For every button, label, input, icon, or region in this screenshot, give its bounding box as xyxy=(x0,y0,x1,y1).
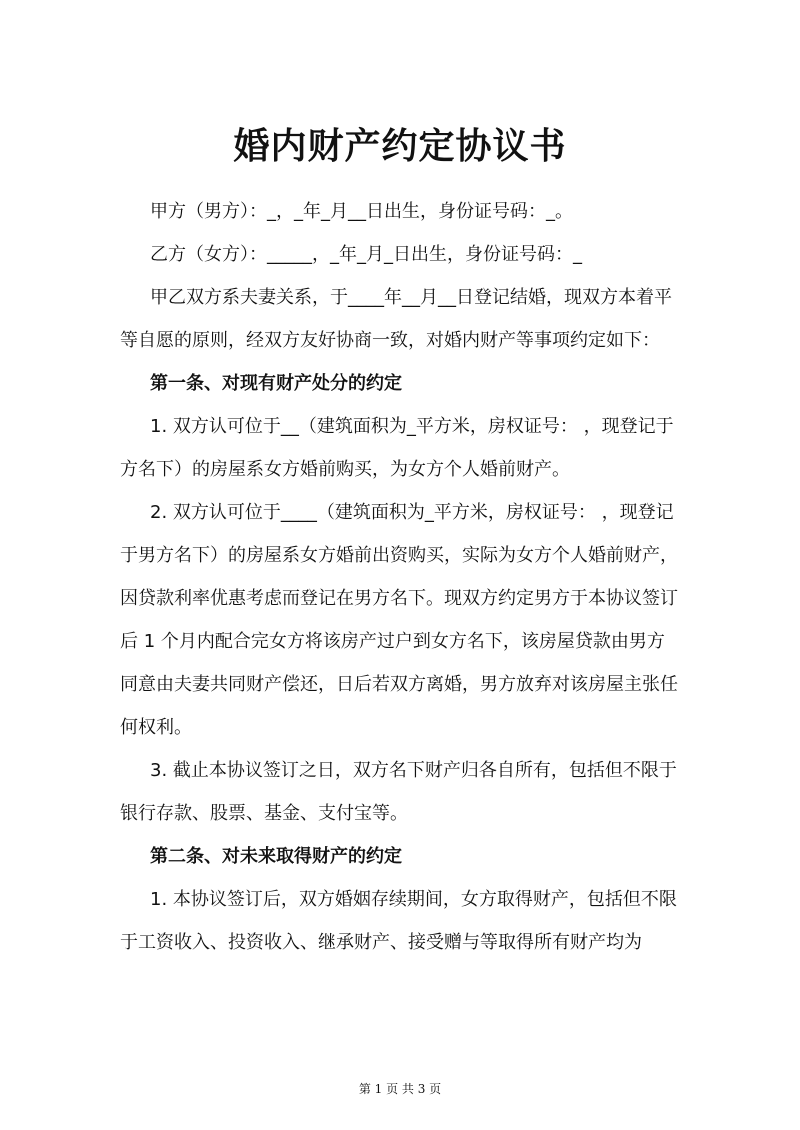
party-b-line: 乙方（女方）：_____，_年_月_日出生，身份证号码：_ xyxy=(150,244,582,265)
party-a-line: 甲方（男方）：_，_年_月__日出生，身份证号码：_。 xyxy=(150,201,573,222)
document-title: 婚内财产约定协议书 xyxy=(233,126,567,167)
article-2-heading: 第二条、对未来取得财产的约定 xyxy=(150,846,402,867)
article-1-item-3: 3. 截止本协议签订之日，双方名下财产归各自所有，包括但不限于银行存款、股票、基金、支付宝等。 xyxy=(120,760,677,824)
article-1-item-1: 1. 双方认可位于__（建筑面积为_平方米，房权证号： ，现登记于 方名下）的房屋系女方婚前购买，为女方个人婚前财产。 xyxy=(120,416,674,480)
document-body xyxy=(120,190,680,964)
article-2-item-1: 1. 本协议签订后，双方婚姻存续期间，女方取得财产，包括但不限于工资收入、投资收入、继承财产、接受赠与等取得所有财产均为 xyxy=(120,889,677,953)
article-1-heading: 第一条、对现有财产处分的约定 xyxy=(150,373,402,394)
intro-paragraph: 甲乙双方系夫妻关系，于____年__月__日登记结婚，现双方本着平等自愿的原则，经双方友好协商一致，对婚内财产等事项约定如下： xyxy=(120,287,672,351)
page-number-footer: 第 1 页 共 3 页 xyxy=(358,1082,442,1096)
article-1-item-2: 2. 双方认可位于____（建筑面积为_平方米，房权证号： ，现登记于男方名下）的房屋系女方婚前出资购买，实际为女方个人婚前财产，因贷款利率优惠考虑而登记在男方名下。现双方约定男方于本协议签订后 1 个月内配合完女方将该房产过户到女方名下，该房屋贷款由男方同意由夫妻共同财产偿还，日后若双方离婚，男方放弃对该房屋主张任何权利。 xyxy=(120,502,678,738)
